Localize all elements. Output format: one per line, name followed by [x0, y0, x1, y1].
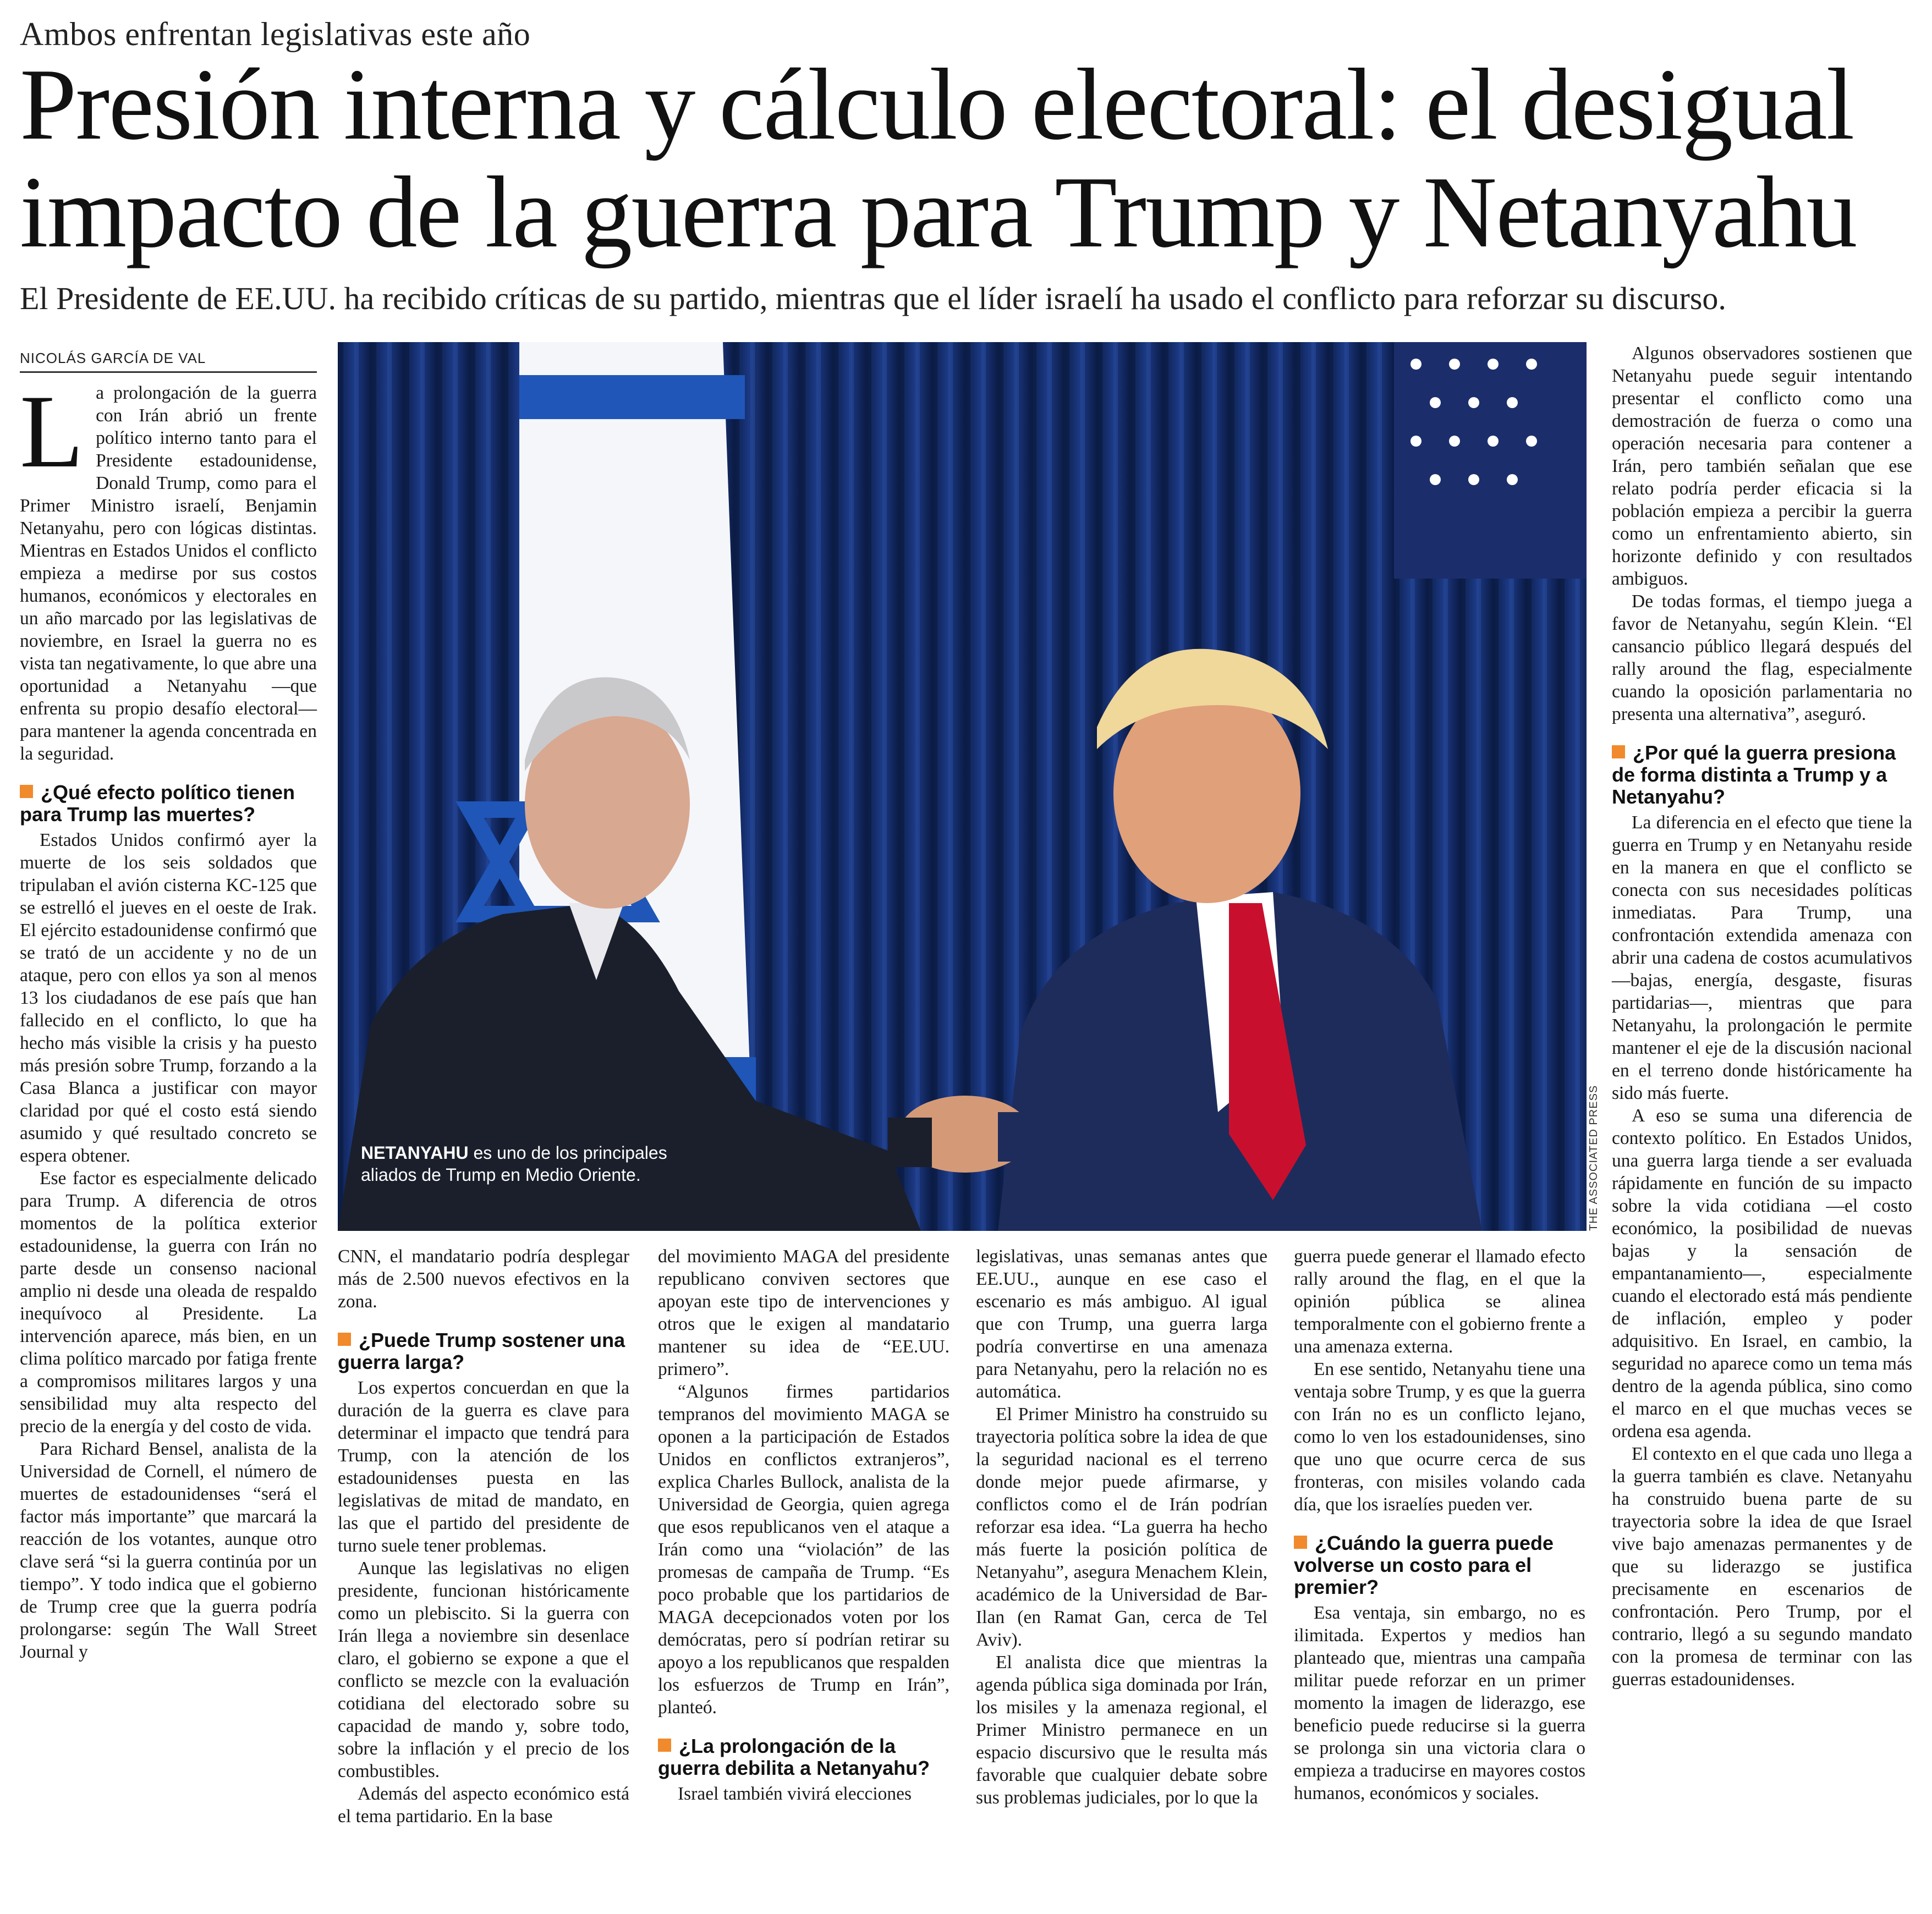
subheading-2: ¿Puede Trump sostener una guerra larga?: [338, 1329, 625, 1373]
paragraph: “Algunos firmes partidarios tempranos del movimiento MAGA se oponen a la participación de Estados Unidos en conflictos extranjeros”, explica Charles Bullock, analista de la Universidad de Georgia, quien agrega que esos republicanos ven el ataque a Irán como una “violación” de las promesas de campaña de Trump. “Es poco probable que los partidarios de MAGA decepcionados voten por los demócratas, pero sí podrían retirar su apoyo a los republicanos que respalden los esfuerzos de Trump en Irán”, planteó.: [658, 1382, 949, 1718]
news-photo: [338, 342, 1587, 1231]
paragraph: CNN, el mandatario podría desplegar más de 2.500 nuevos efectivos en la zona.: [338, 1246, 629, 1312]
paragraph: Para Richard Bensel, analista de la Universidad de Cornell, el número de muertes de estadounidenses “será el factor más importante” que marcará la reacción de los votantes, aunque otro clave será “si la guerra continúa por un tiempo”. Y todo indica que el gobierno de Trump cree que la guerra podría prolongarse: según The Wall Street Journal y: [20, 1439, 317, 1662]
column-3: [658, 1245, 949, 1805]
handshake-illustration: [338, 342, 1587, 1231]
square-bullet-icon: [338, 1333, 351, 1346]
subheading-5: ¿Por qué la guerra presiona de forma distinta a Trump y a Netanyahu?: [1612, 741, 1896, 808]
paragraph: Israel también vivirá elecciones: [678, 1784, 912, 1804]
column-6: [1612, 342, 1912, 1691]
headline-line-2: impacto de la guerra para Trump y Netanyahu: [20, 156, 1857, 269]
paragraph: De todas formas, el tiempo juega a favor de Netanyahu, según Klein. “El cansancio público llegará después del rally around the flag, especialmente cuando la oposición parlamentaria no presenta una alternativa”, aseguró.: [1612, 591, 1912, 724]
paragraph: Esa ventaja, sin embargo, no es ilimitada. Expertos y medios han planteado que, mientras una campaña militar puede reforzar en un primer momento la imagen de liderazgo, ese beneficio puede reducirse si la guerra se prolonga sin una victoria clara o empieza a traducirse en mayores costos humanos, económicos y sociales.: [1294, 1603, 1585, 1803]
square-bullet-icon: [20, 785, 33, 798]
deck: El Presidente de EE.UU. ha recibido críticas de su partido, mientras que el líder israelí ha usado el conflicto para reforzar su discurso.: [20, 280, 1726, 316]
square-bullet-icon: [658, 1739, 671, 1752]
paragraph: Estados Unidos confirmó ayer la muerte de los seis soldados que tripulaban el avión cisterna KC-125 que se estrelló el jueves en el oeste de Irak. El ejército estadounidense confirmó que se trató de un accidente y no de un ataque, pero con ellos ya son al menos 13 los ciudadanos de ese país que han fallecido en el conflicto, lo que ha hecho más visible la crisis y ha puesto más presión sobre Trump, forzando a la Casa Blanca a justificar con mayor claridad por qué el costo está siendo asumido y qué resultado concreto se espera obtener.: [20, 830, 317, 1166]
paragraph: Algunos observadores sostienen que Netanyahu puede seguir intentando presentar el conflicto como una demostración de fuerza o como una operación necesaria para contener a Irán, pero también señalan que ese relato podría perder eficacia si la población empieza a percibir la guerra como un enfrentamiento abierto, sin horizonte definido y con resultados ambiguos.: [1612, 343, 1912, 589]
caption-text: es uno de los principales aliados de Trump en Medio Oriente.: [361, 1143, 667, 1185]
paragraph: A eso se suma una diferencia de contexto político. En Estados Unidos, una guerra larga tiende a ser evaluada rápidamente en función de su impacto sobre la vida cotidiana —el costo económico, la posibilidad de nuevas bajas y la sensación de empantanamiento—, especialmente cuando el electorado está más pendiente de inflación, empleo y poder adquisitivo. En Israel, en cambio, la seguridad no aparece como un tema más dentro de la agenda pública, sino como el marco en el que muchas veces se ordena esa agenda.: [1612, 1106, 1912, 1442]
lead-paragraph: La prolongación de la guerra con Irán abrió un frente político interno tanto para el Presidente estadounidense, Donald Trump, como para el Primer Ministro israelí, Benjamin Netanyahu, pero con lógicas distintas. Mientras en Estados Unidos el conflicto empieza a medirse por sus costos humanos, económicos y electorales en un año marcado por las legislativas de noviembre, en Israel la guerra no es vista tan negativamente, lo que abre una oportunidad a Netanyahu —que enfrenta su propio desafío electoral— para mantener la agenda concentrada en la seguridad.: [20, 374, 317, 764]
paragraph: Además del aspecto económico está el tema partidario. En la base: [338, 1784, 629, 1827]
paragraph: legislativas, unas semanas antes que EE.UU., aunque en ese caso el escenario es más ambiguo. Al igual que con Trump, una guerra larga podría convertirse en una amenaza para Netanyahu, pero la relación no es automática.: [976, 1246, 1267, 1402]
headline: [20, 48, 1923, 269]
subheading-3: ¿La prolongación de la guerra debilita a Netanyahu?: [658, 1735, 930, 1779]
column-2: [338, 1245, 629, 1828]
paragraph: En ese sentido, Netanyahu tiene una ventaja sobre Trump, y es que la guerra con Irán no es un conflicto lejano, como lo ven los estadounidenses, sino que uno que ocurre cerca de sus fronteras, con misiles volando cada día, que los israelíes pueden ver.: [1294, 1359, 1585, 1515]
paragraph: El Primer Ministro ha construido su trayectoria política sobre la idea de que la seguridad nacional es el terreno donde mejor puede afirmarse, y conflictos como el de Irán podrían reforzar esa idea. “La guerra ha hecho más fuerte la posición política de Netanyahu”, asegura Menachem Klein, académico de la Universidad de Bar-Ilan (en Ramat Gan, cerca de Tel Aviv).: [976, 1404, 1267, 1650]
column-4: [976, 1245, 1267, 1809]
paragraph: Aunque las legislativas no eligen presidente, funcionan históricamente como un plebiscito. Si la guerra con Irán llega a noviembre sin desenlace claro, el gobierno se expone a que el conflicto se mezcle con la evaluación cotidiana del electorado sobre su capacidad de mando y, sobre todo, sobre la inflación y el precio de los combustibles.: [338, 1558, 629, 1781]
column-1: [20, 374, 317, 1663]
kicker: Ambos enfrentan legislativas este año: [20, 16, 531, 52]
subheading-1: ¿Qué efecto político tienen para Trump las muertes?: [20, 781, 295, 826]
paragraph: guerra puede generar el llamado efecto rally around the flag, en el que la opinión pública se alinea temporalmente con el gobierno frente a una amenaza externa.: [1294, 1246, 1585, 1357]
subheading-4: ¿Cuándo la guerra puede volverse un costo para el premier?: [1294, 1532, 1554, 1598]
paragraph: El analista dice que mientras la agenda pública siga dominada por Irán, los misiles y la amenaza regional, el Primer Ministro permanece en un espacio discursivo que le resulta más favorable que cualquier debate sobre sus problemas judiciales, por lo que la: [976, 1652, 1267, 1808]
paragraph: Los expertos concuerdan en que la duración de la guerra es clave para determinar el impacto que tendrá para Trump, con la atención de los estadounidenses puesta en las legislativas de mitad de mandato, en las que el partido del presidente de turno suele tener problemas.: [338, 1378, 629, 1556]
column-5: [1294, 1245, 1585, 1805]
caption-name: NETANYAHU: [361, 1143, 469, 1163]
square-bullet-icon: [1294, 1536, 1307, 1549]
paragraph: del movimiento MAGA del presidente republicano conviven sectores que apoyan este tipo de intervenciones y otros que le exigen al mandatario mantener su idea de “EE.UU. primero”.: [658, 1246, 949, 1379]
paragraph: La diferencia en el efecto que tiene la guerra en Trump y en Netanyahu reside en la manera en que el conflicto se conecta con sus necesidades políticas inmediatas. Para Trump, una confrontación extendida amenaza con abrir una cadena de costos acumulativos —bajas, energía, desgaste, fisuras partidarias—, mientras que para Netanyahu, la prolongación le permite mantener el eje de la discusión nacional en el terreno donde históricamente ha sido más fuerte.: [1612, 812, 1912, 1103]
byline: NICOLÁS GARCÍA DE VAL: [20, 350, 317, 373]
paragraph: Ese factor es especialmente delicado para Trump. A diferencia de otros momentos de la política exterior estadounidense, la guerra con Irán no parte desde un consenso nacional amplio ni desde una oleada de respaldo inequívoco al Presidente. La intervención aparece, más bien, en un clima político marcado por fatiga frente a compromisos militares largos y una sensibilidad muy alta respecto del precio de la energía y del costo de vida.: [20, 1168, 317, 1437]
photo-credit: THE ASSOCIATED PRESS: [1588, 1085, 1600, 1231]
square-bullet-icon: [1612, 745, 1625, 758]
headline-line-1: Presión interna y cálculo electoral: el desigual: [20, 48, 1854, 161]
photo-caption: [361, 1142, 669, 1186]
paragraph: El contexto en el que cada uno llega a la guerra también es clave. Netanyahu ha construido buena parte de su trayectoria sobre la idea de que Israel vive bajo amenazas permanentes y de que su liderazgo se justifica precisamente en escenarios de confrontación. Pero Trump, por el contrario, llegó a su segundo mandato con la promesa de terminar con las guerras estadounidenses.: [1612, 1444, 1912, 1690]
drop-cap: L: [20, 374, 84, 490]
